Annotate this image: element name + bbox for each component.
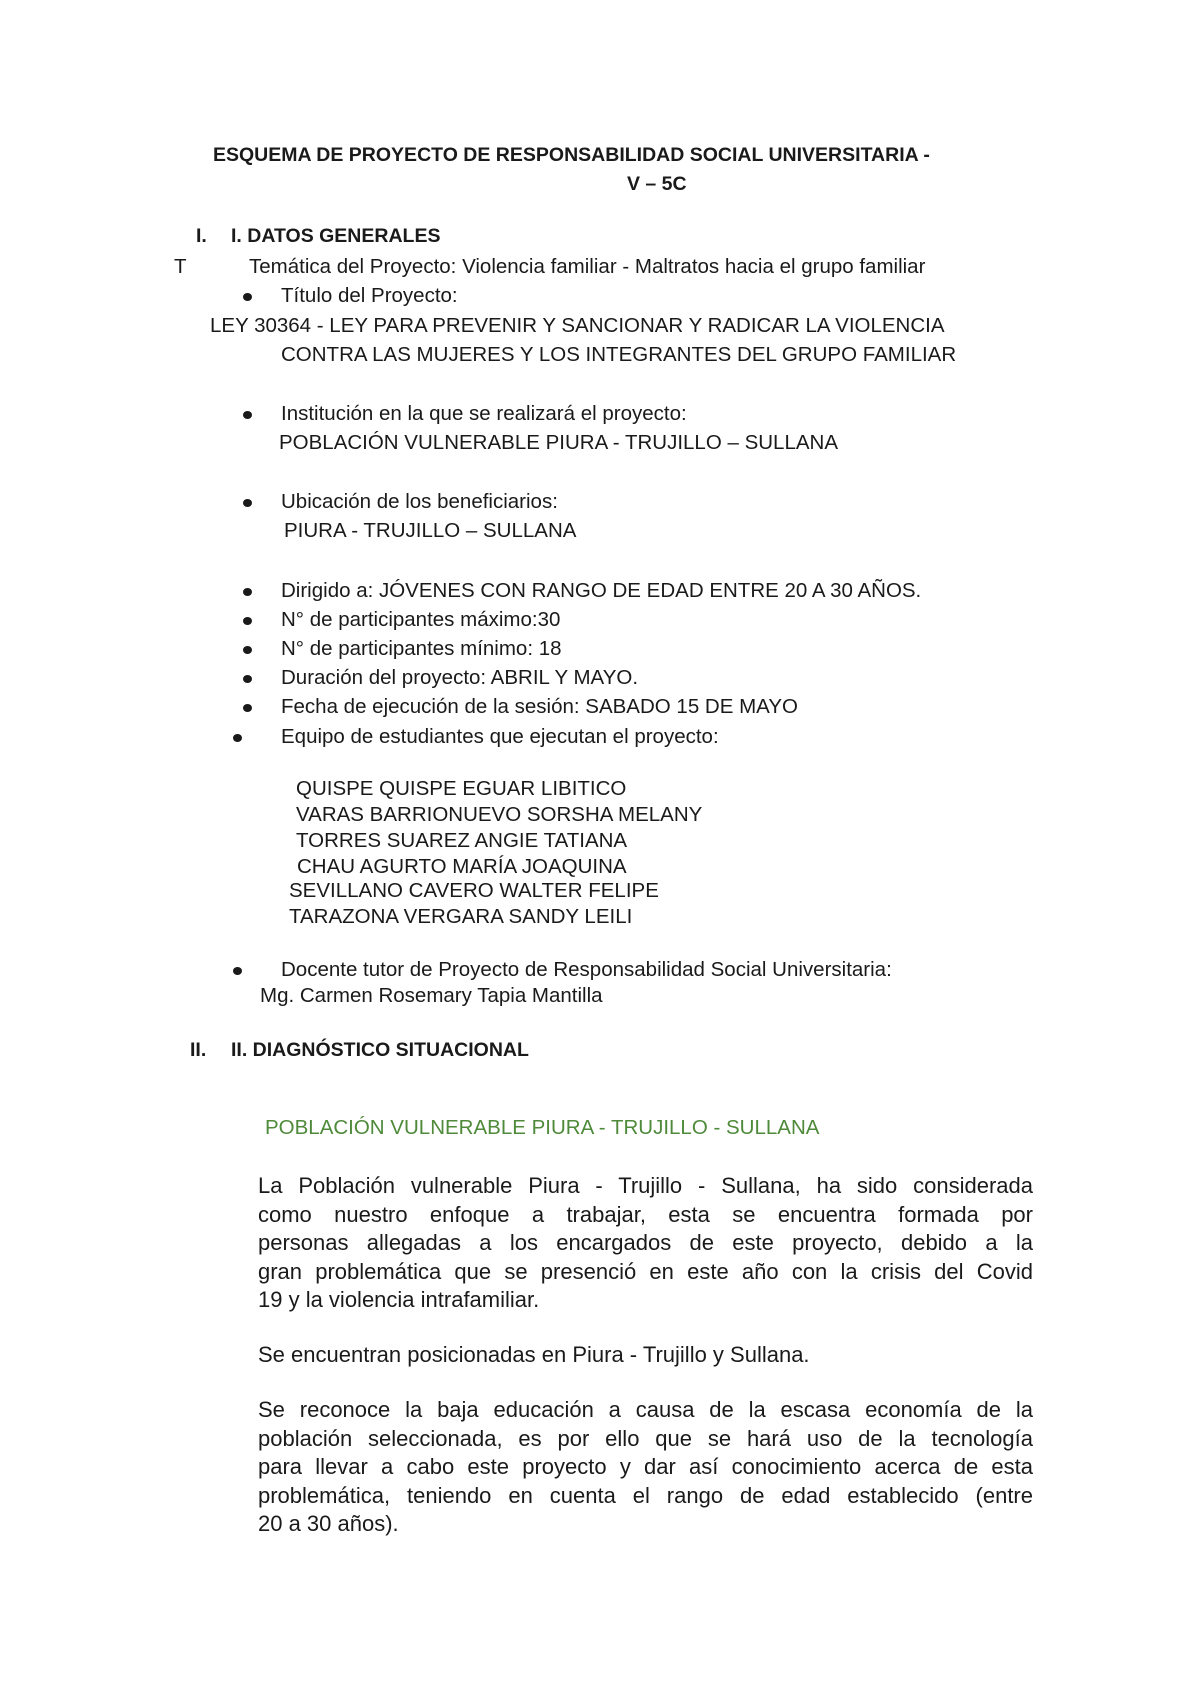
student-name: QUISPE QUISPE EGUAR LIBITICO — [296, 777, 627, 800]
participantes-min-item: N° de participantes mínimo: 18 — [281, 637, 562, 660]
bullet-icon — [233, 734, 242, 742]
bullet-icon — [243, 675, 252, 683]
bullet-icon — [243, 411, 252, 419]
ubicacion-value: PIURA - TRUJILLO – SULLANA — [284, 519, 577, 542]
titulo-label: Título del Proyecto: — [281, 284, 458, 307]
bullet-icon — [233, 967, 242, 975]
docente-value: Mg. Carmen Rosemary Tapia Mantilla — [260, 984, 603, 1007]
section1-heading: I. DATOS GENERALES — [231, 225, 441, 247]
paragraph-line: personas allegadas a los encargados de este proyecto, debido a la — [258, 1230, 1033, 1255]
document-title-line1: ESQUEMA DE PROYECTO DE RESPONSABILIDAD SOCIAL UNIVERSITARIA - — [213, 144, 930, 166]
section2-subheading: POBLACIÓN VULNERABLE PIURA - TRUJILLO - SULLANA — [265, 1116, 820, 1139]
section1-number: I. — [196, 225, 207, 247]
bullet-icon — [243, 704, 252, 712]
titulo-line1: LEY 30364 - LEY PARA PREVENIR Y SANCIONAR Y RADICAR LA VIOLENCIA — [210, 314, 945, 337]
tematica-text: Temática del Proyecto: Violencia familiar - Maltratos hacia el grupo familiar — [249, 255, 926, 278]
institucion-value: POBLACIÓN VULNERABLE PIURA - TRUJILLO – SULLANA — [279, 431, 839, 454]
bullet-icon — [243, 293, 252, 301]
docente-label: Docente tutor de Proyecto de Responsabilidad Social Universitaria: — [281, 958, 892, 981]
student-name: TARAZONA VERGARA SANDY LEILI — [289, 905, 633, 928]
bullet-icon — [243, 646, 252, 654]
student-name: SEVILLANO CAVERO WALTER FELIPE — [289, 879, 659, 902]
fecha-item: Fecha de ejecución de la sesión: SABADO 15 DE MAYO — [281, 695, 798, 718]
participantes-max-item: N° de participantes máximo:30 — [281, 608, 561, 631]
ubicacion-label: Ubicación de los beneficiarios: — [281, 490, 558, 513]
student-name: TORRES SUAREZ ANGIE TATIANA — [296, 829, 628, 852]
student-name: VARAS BARRIONUEVO SORSHA MELANY — [296, 803, 703, 826]
paragraph-1 — [258, 1172, 1033, 1315]
paragraph-line: 19 y la violencia intrafamiliar. — [258, 1287, 540, 1312]
paragraph-2 — [258, 1341, 1033, 1370]
paragraph-line: 20 a 30 años). — [258, 1511, 399, 1536]
paragraph-line: población seleccionada, es por ello que se hará uso de la tecnología — [258, 1425, 1033, 1451]
paragraph-line: como nuestro enfoque a trabajar, esta se encuentra formada por — [258, 1201, 1033, 1227]
titulo-line2: CONTRA LAS MUJERES Y LOS INTEGRANTES DEL GRUPO FAMILIAR — [281, 343, 957, 366]
paragraph-line: problemática, teniendo en cuenta el rango de edad establecido (entre — [258, 1482, 1033, 1508]
paragraph-line: La Población vulnerable Piura - Trujillo - Sullana, ha sido considerada — [258, 1173, 1033, 1198]
duracion-item: Duración del proyecto: ABRIL Y MAYO. — [281, 666, 639, 689]
paragraph-line: para llevar a cabo este proyecto y dar así conocimiento acerca de esta — [258, 1454, 1033, 1479]
bullet-icon — [243, 499, 252, 507]
section2-number: II. — [190, 1039, 207, 1061]
bullet-icon — [243, 588, 252, 596]
institucion-label: Institución en la que se realizará el proyecto: — [281, 402, 687, 425]
dirigido-item: Dirigido a: JÓVENES CON RANGO DE EDAD ENTRE 20 A 30 AÑOS. — [281, 579, 922, 602]
equipo-label: Equipo de estudiantes que ejecutan el proyecto: — [281, 725, 719, 748]
paragraph-line: Se encuentran posicionadas en Piura - Trujillo y Sullana. — [258, 1342, 810, 1367]
paragraph-3 — [258, 1396, 1033, 1539]
paragraph-line: Se reconoce la baja educación a causa de la escasa economía de la — [258, 1397, 1033, 1422]
paragraph-line: gran problemática que se presenció en este año con la crisis del Covid — [258, 1258, 1033, 1284]
tematica-marker: T — [174, 255, 187, 278]
student-name: CHAU AGURTO MARÍA JOAQUINA — [297, 855, 627, 878]
document-title-line2: V – 5C — [627, 173, 687, 195]
bullet-icon — [243, 617, 252, 625]
section2-heading: II. DIAGNÓSTICO SITUACIONAL — [231, 1039, 529, 1061]
